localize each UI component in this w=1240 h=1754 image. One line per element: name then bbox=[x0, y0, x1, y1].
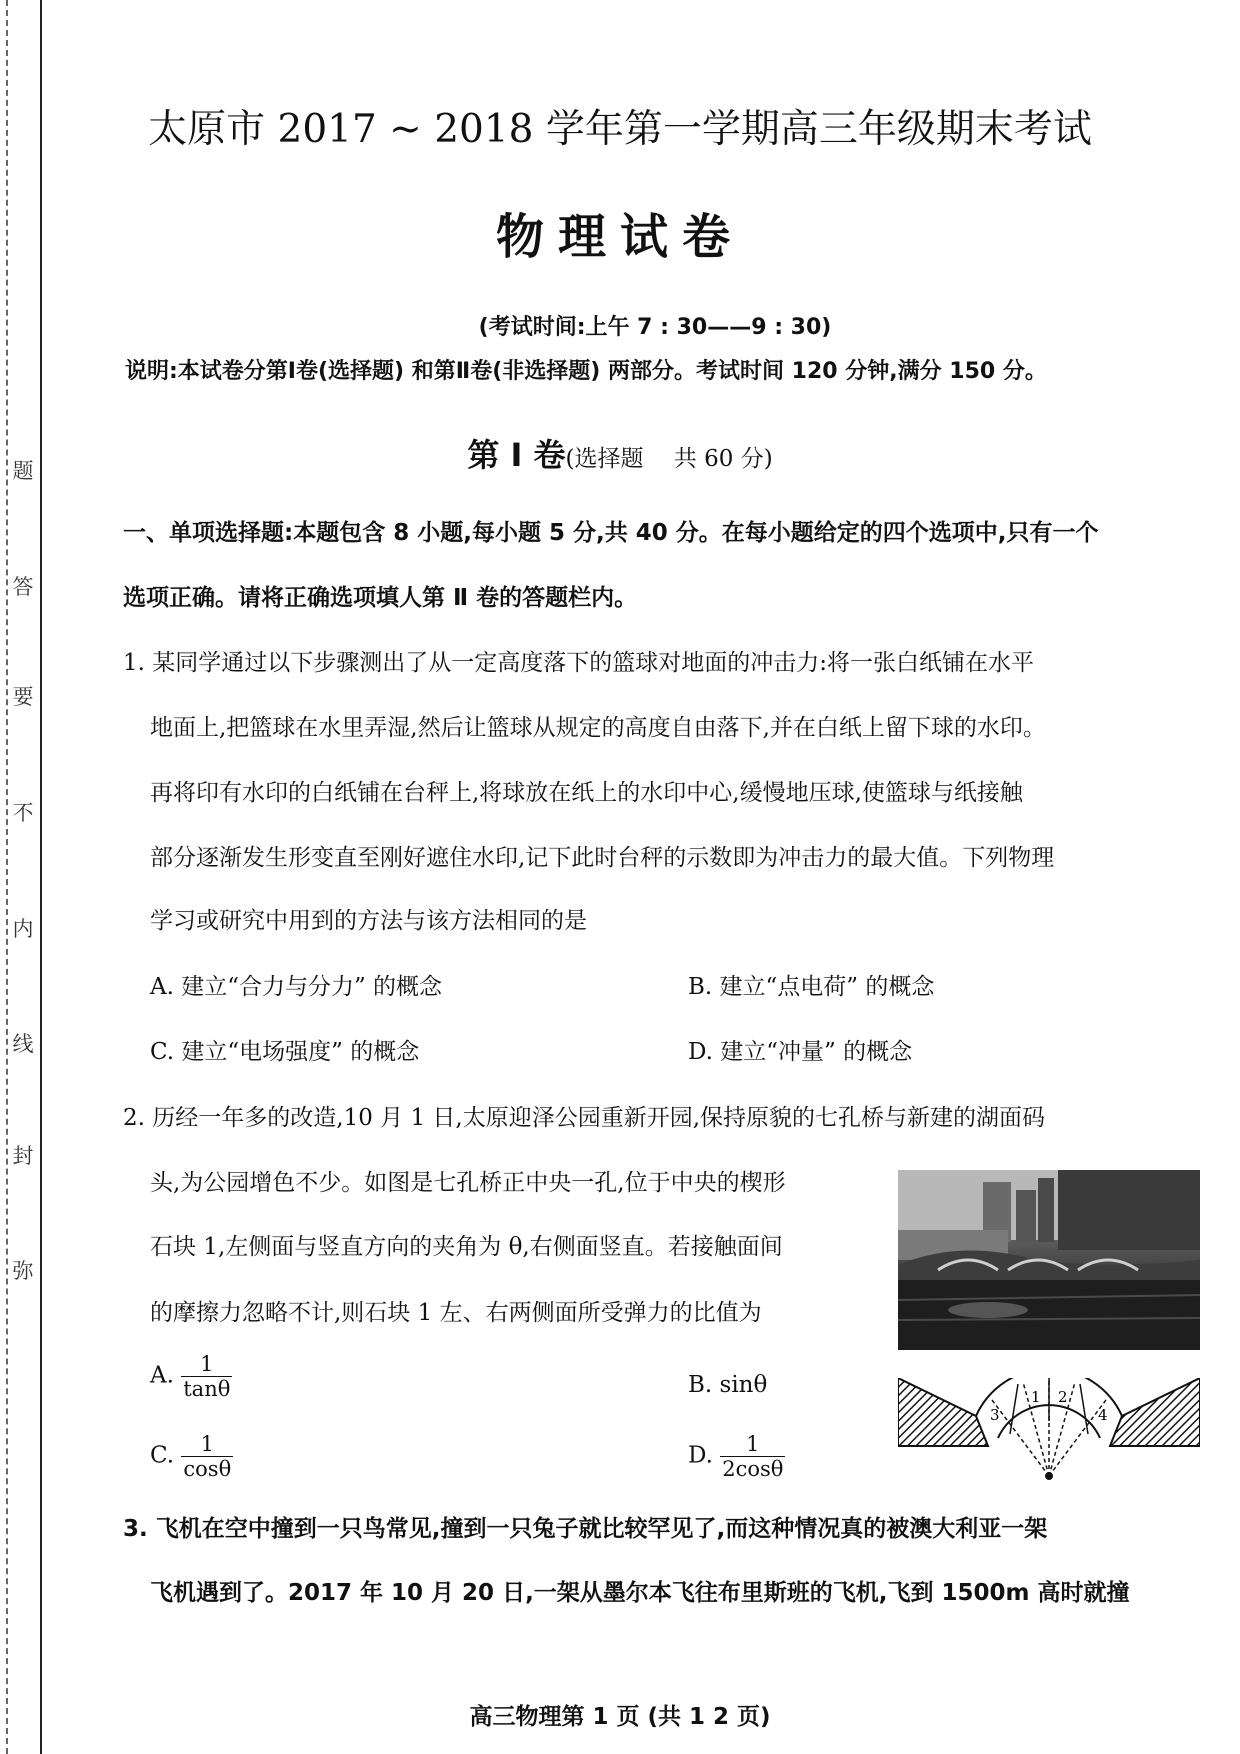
margin-seal-char: 封 bbox=[12, 1144, 34, 1168]
fraction-denominator: tanθ bbox=[183, 1377, 231, 1401]
option-label: C. bbox=[150, 1442, 175, 1469]
part1-instructions-line: 一、单项选择题:本题包含 8 小题,每小题 5 分,共 40 分。在每小题给定的四个选项中,只有一个 bbox=[123, 520, 1099, 546]
section-header bbox=[0, 430, 1240, 476]
fraction-denominator: 2cosθ bbox=[722, 1457, 784, 1481]
fraction-numerator: 1 bbox=[746, 1432, 760, 1456]
q1-option-a: A. 建立“合力与分力” 的概念 bbox=[150, 974, 443, 1000]
left-abutment bbox=[898, 1378, 988, 1446]
q2-option-d bbox=[688, 1432, 785, 1481]
q1-stem-line: 部分逐渐发生形变直至刚好遮住水印,记下此时台秤的示数即为冲击力的最大值。下列物理 bbox=[150, 845, 1055, 871]
q1-stem-line: 1. 某同学通过以下步骤测出了从一定高度落下的篮球对地面的冲击力:将一张白纸铺在水平 bbox=[123, 650, 1035, 676]
margin-seal-char: 答 bbox=[12, 575, 34, 599]
q1-stem-line: 地面上,把篮球在水里弄湿,然后让篮球从规定的高度自由落下,并在白纸上留下球的水印。 bbox=[150, 715, 1046, 741]
q2-stem-line: 2. 历经一年多的改造,10 月 1 日,太原迎泽公园重新开园,保持原貌的七孔桥与新建的湖面码 bbox=[123, 1105, 1046, 1131]
stone-label: 4 bbox=[1098, 1406, 1108, 1424]
page-footer: 高三物理第 1 页 (共 1 2 页) bbox=[469, 1704, 771, 1730]
exam-time: (考试时间:上午 7 : 30——9 : 30) bbox=[478, 315, 832, 340]
section-title: 第 Ⅰ 卷 bbox=[467, 436, 566, 474]
arch-diagram bbox=[898, 1378, 1200, 1498]
bridge-photo bbox=[898, 1170, 1200, 1350]
margin-seal-char: 内 bbox=[12, 917, 34, 941]
part1-instructions-line: 选项正确。请将正确选项填人第 Ⅱ 卷的答题栏内。 bbox=[123, 585, 638, 611]
q2-stem-line: 的摩擦力忽略不计,则石块 1 左、右两侧面所受弹力的比值为 bbox=[150, 1300, 762, 1326]
q1-option-b: B. 建立“点电荷” 的概念 bbox=[688, 974, 935, 1000]
fraction bbox=[181, 1432, 233, 1481]
q3-stem-line: 飞机遇到了。2017 年 10 月 20 日,一架从墨尔本飞往布里斯班的飞机,飞到 1500m 高时就撞 bbox=[150, 1580, 1130, 1606]
q1-stem-line: 学习或研究中用到的方法与该方法相同的是 bbox=[150, 908, 587, 934]
q3-stem-line: 3. 飞机在空中撞到一只鸟常见,撞到一只兔子就比较罕见了,而这种情况真的被澳大利亚一架 bbox=[123, 1516, 1048, 1542]
margin-seal-char: 要 bbox=[12, 685, 34, 709]
instructions: 说明:本试卷分第Ⅰ卷(选择题) 和第Ⅱ卷(非选择题) 两部分。考试时间 120 分钟,满分 150 分。 bbox=[125, 359, 1047, 384]
stone-label: 1 bbox=[1031, 1388, 1041, 1406]
fraction bbox=[720, 1432, 785, 1481]
section-subtitle: (选择题 共 60 分) bbox=[565, 446, 773, 472]
option-label: D. bbox=[688, 1442, 713, 1469]
q1-option-c: C. 建立“电场强度” 的概念 bbox=[150, 1039, 420, 1065]
q2-stem-line: 石块 1,左侧面与竖直方向的夹角为 θ,右侧面竖直。若接触面间 bbox=[150, 1234, 783, 1260]
exam-title: 太原市 2017 ~ 2018 学年第一学期高三年级期末考试 bbox=[148, 107, 1092, 152]
margin-seal-char: 不 bbox=[12, 801, 34, 825]
q2-option-b: B. sinθ bbox=[688, 1372, 768, 1398]
q1-stem-line: 再将印有水印的白纸铺在台秤上,将球放在纸上的水印中心,缓慢地压球,使篮球与纸接触 bbox=[150, 780, 1023, 806]
q2-stem-line: 头,为公园增色不少。如图是七孔桥正中央一孔,位于中央的楔形 bbox=[150, 1170, 786, 1196]
q2-option-a bbox=[150, 1352, 232, 1401]
margin-seal-char: 线 bbox=[12, 1032, 34, 1056]
stone-label: 2 bbox=[1058, 1388, 1068, 1406]
margin-seal-char: 弥 bbox=[12, 1259, 34, 1283]
fraction bbox=[181, 1352, 232, 1401]
q1-option-d: D. 建立“冲量” 的概念 bbox=[688, 1039, 913, 1065]
margin-seal-char: 题 bbox=[12, 459, 34, 483]
stone-label: 3 bbox=[990, 1406, 1000, 1424]
option-label: A. bbox=[150, 1362, 174, 1389]
fraction-numerator: 1 bbox=[200, 1432, 214, 1456]
fraction-denominator: cosθ bbox=[183, 1457, 232, 1481]
q2-option-c bbox=[150, 1432, 233, 1481]
fraction-numerator: 1 bbox=[200, 1352, 214, 1376]
right-abutment bbox=[1110, 1378, 1200, 1446]
bridge-photo-art bbox=[898, 1170, 1200, 1350]
subject-title: 物理试卷 bbox=[495, 209, 744, 265]
